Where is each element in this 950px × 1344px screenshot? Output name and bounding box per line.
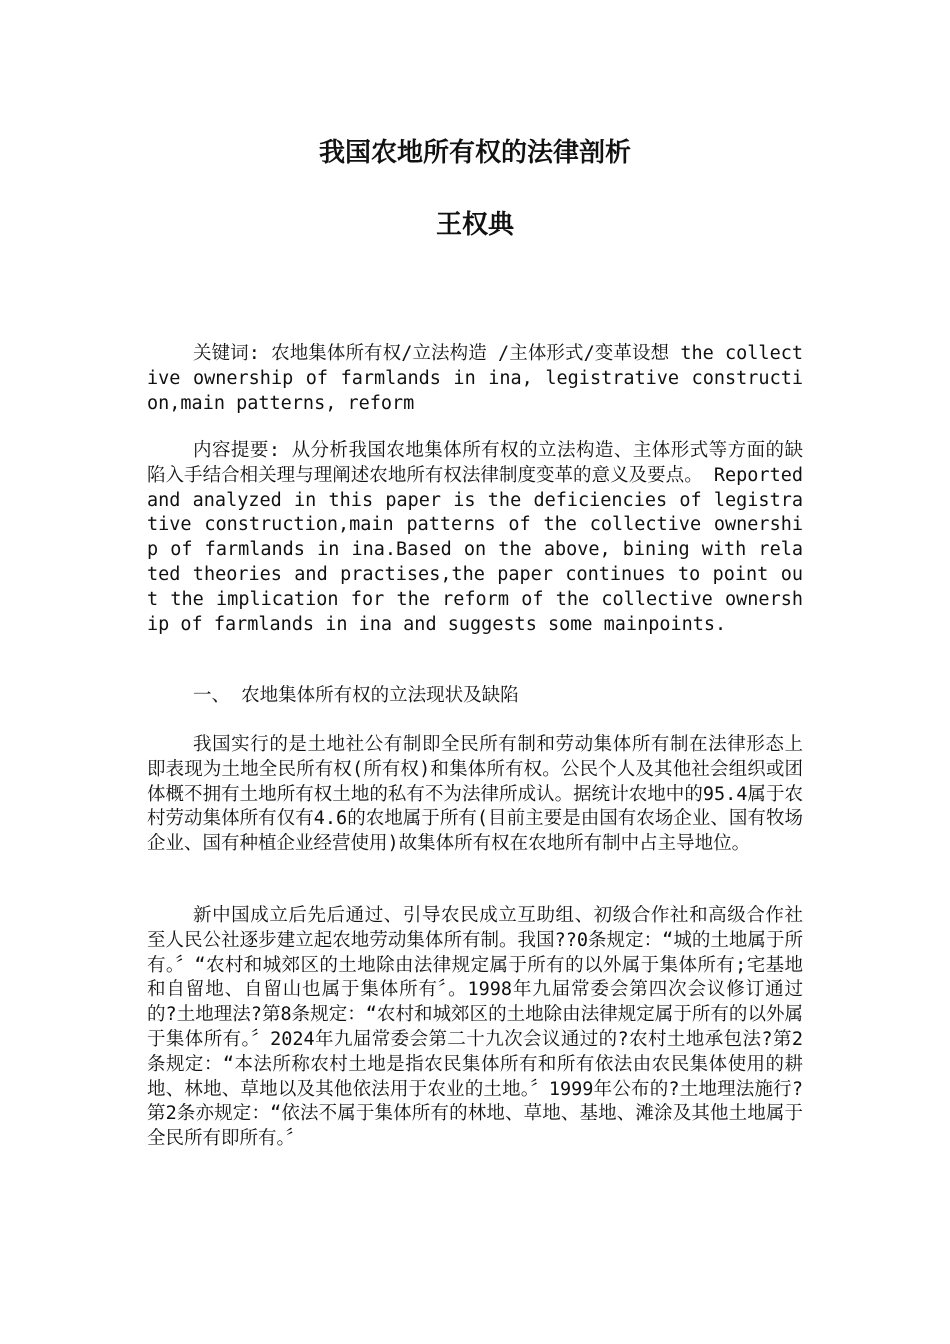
document-author: 王权典 [435, 210, 514, 240]
abstract-paragraph: 内容提要: 从分析我国农地集体所有权的立法构造、主体形式等方面的缺陷入手结合相关理与理阐述农地所有权法律制度变革的意义及要点。 Reported and analyzed in this paper is the deficiencies of legistrative construction,main patterns of the collective ownership of farmlands in ina.Based on the above, bining with related theories and practises,the paper continues to point out the implication for the reform of the collective ownership of farmlands in ina and suggests some mainpoints. [147, 440, 803, 635]
section-heading: 一、 农地集体所有权的立法现状及缺陷 [193, 685, 519, 706]
body-paragraph: 我国实行的是土地社公有制即全民所有制和劳动集体所有制在法律形态上即表现为土地全民所有权(所有权)和集体所有权。公民个人及其他社会组织或团体概不拥有土地所有权土地的私有不为法律所成认。据统计农地中的95.4属于农村劳动集体所有仅有4.6的农地属于所有(目前主要是由国有农场企业、国有牧场企业、国有种植企业经营使用)故集体所有权在农地所有制中占主导地位。 [147, 734, 803, 855]
keywords-paragraph: 关键词: 农地集体所有权/立法构造 /主体形式/变革设想 the collective ownership of farmlands in ina, legistrative construction,main patterns, reform [147, 343, 803, 414]
body-paragraph: 新中国成立后先后通过、引导农民成立互助组、初级合作社和高级合作社至人民公社逐步建立起农地劳动集体所有制。我国??0条规定：“城的土地属于所有。〞“农村和城郊区的土地除由法律规定属于所有的以外属于集体所有;宅基地和自留地、自留山也属于集体所有〞。1998年九届常委会第四次会议修订通过的?土地理法?第8条规定：“农村和城郊区的土地除由法律规定属于所有的以外属于集体所有。〞2024年九届常委会第二十九次会议通过的?农村土地承包法?第2条规定：“本法所称农村土地是指农民集体所有和所有依法由农民集体使用的耕地、林地、草地以及其他依法用于农业的土地。〞1999年公布的?土地理法施行?第2条亦规定：“依法不属于集体所有的林地、草地、基地、滩涂及其他土地属于全民所有即所有。〞 [147, 905, 803, 1150]
document-title: 我国农地所有权的法律剖析 [318, 138, 631, 168]
